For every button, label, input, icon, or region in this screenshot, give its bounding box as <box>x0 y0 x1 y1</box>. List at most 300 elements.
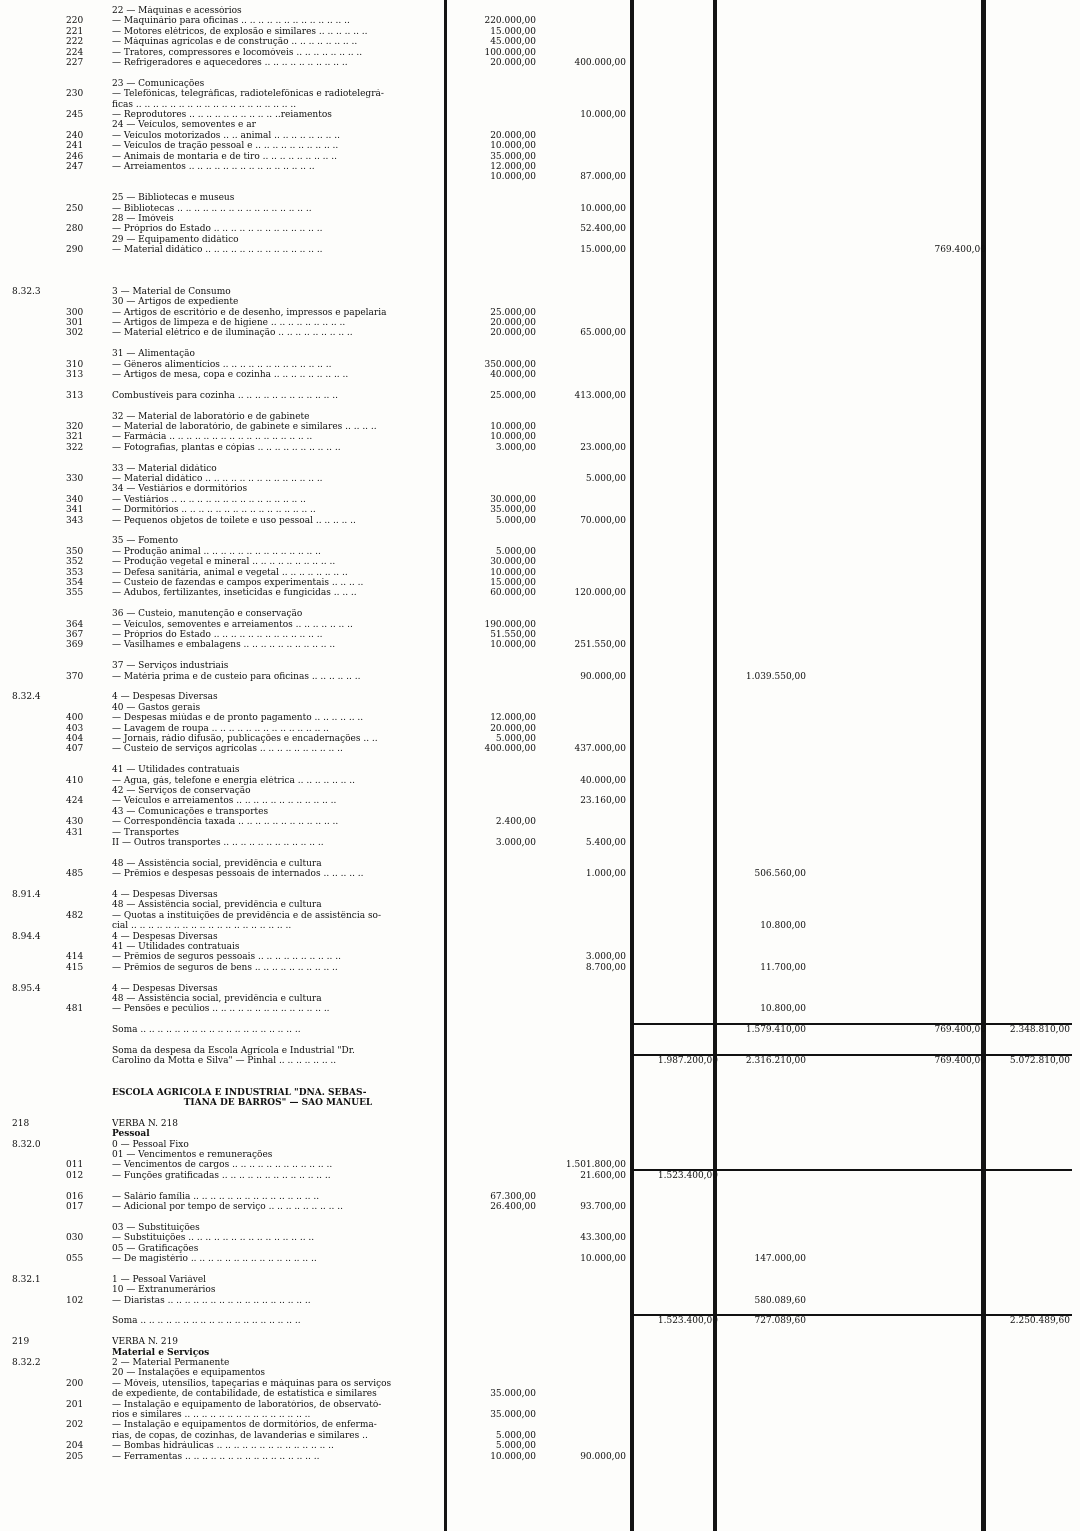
amount-col-1: 25.000,00 <box>490 390 536 401</box>
line-item-number: 224 <box>66 47 84 58</box>
line-description: 43 — Comunicações e transportes <box>112 806 269 817</box>
amount-col-1: 350.000,00 <box>484 359 536 370</box>
line-description: — Material elétrico e de iluminação .. .. .. .. .. .. .. .. .. <box>112 328 353 339</box>
line-code: 8.32.4 <box>12 692 41 703</box>
line-description: — Telefônicas, telegráficas, radiotelefônicas e radiotelegrá- <box>112 89 384 100</box>
line-code: 8.91.4 <box>12 890 41 900</box>
table-row <box>8 100 1072 110</box>
line-description: 22 — Máquinas e acessórios <box>112 6 242 16</box>
line-description: VERBA N. 218 <box>112 1118 179 1129</box>
line-code: 8.32.0 <box>12 1139 41 1150</box>
total-rule <box>632 1314 1072 1316</box>
amount-col-1: 400.000,00 <box>484 744 536 755</box>
table-row <box>8 911 1072 921</box>
amount-col-2: 43.300,00 <box>580 1233 626 1244</box>
amount-col-1: 220.000,00 <box>484 16 536 27</box>
line-item-number: 430 <box>66 817 84 828</box>
amount-col-1: 51.550,00 <box>490 630 536 640</box>
line-item-number: 245 <box>66 110 84 120</box>
amount-col-5: 769.400,00 <box>934 245 986 256</box>
line-description: — Transportes <box>112 827 179 838</box>
line-description: — Correspondência taxada .. .. .. .. .. .. .. .. .. .. .. .. <box>112 817 339 828</box>
amount-col-2: 1.501.800,00 <box>565 1160 626 1171</box>
line-description: Pessoal <box>112 1129 150 1140</box>
amount-col-1: 5.000,00 <box>495 515 536 526</box>
amount-col-5: 769.400,00 <box>934 1025 986 1036</box>
line-description: 48 — Assistência social, previdência e cultura <box>112 994 322 1004</box>
line-item-number: 300 <box>66 307 84 318</box>
line-item-number: 302 <box>66 328 84 339</box>
line-description: 24 — Veículos, semoventes e ar <box>112 120 256 131</box>
table-row <box>8 900 1072 910</box>
line-description: — Matéria prima e de custeio para oficinas .. .. .. .. .. .. <box>112 671 361 682</box>
line-item-number: 481 <box>66 1004 84 1015</box>
table-row <box>8 609 1072 619</box>
table-row <box>8 869 1072 879</box>
line-description: 35 — Fomento <box>112 536 179 547</box>
table-row <box>8 287 1072 297</box>
line-description: — Tratores, compressores e locomóveis .. .. .. .. .. .. .. .. <box>112 47 363 58</box>
line-description: — De magistério .. .. .. .. .. .. .. .. .. .. .. .. .. .. .. <box>112 1254 317 1264</box>
amount-col-2: 93.700,00 <box>580 1202 626 1212</box>
table-row <box>8 484 1072 494</box>
line-description: — Material didático .. .. .. .. .. .. .. .. .. .. .. .. .. .. <box>112 474 323 484</box>
table-row <box>8 276 1072 286</box>
amount-col-2: 87.000,00 <box>580 172 626 183</box>
amount-col-2: 10.000,00 <box>580 110 626 120</box>
table-row <box>8 1036 1072 1046</box>
line-description: rios e similares .. .. .. .. .. .. .. .. .. .. .. .. .. .. .. <box>112 1410 311 1420</box>
line-description: — Reprodutores .. .. .. .. .. .. .. .. .. .. ..reiamentos <box>112 110 332 120</box>
amount-col-4: 580.089,60 <box>754 1295 806 1306</box>
line-item-number: 290 <box>66 245 84 256</box>
line-item-number: 321 <box>66 432 84 443</box>
amount-col-2: 437.000,00 <box>574 744 626 755</box>
table-row <box>8 963 1072 973</box>
table-row <box>8 183 1072 193</box>
amount-col-2: 90.000,00 <box>580 1451 626 1462</box>
amount-col-2: 5.000,00 <box>585 474 626 484</box>
table-row <box>8 755 1072 765</box>
line-item-number: 341 <box>66 505 84 516</box>
amount-col-4: 10.800,00 <box>760 1004 806 1015</box>
table-row <box>8 880 1072 890</box>
line-description: 41 — Utilidades contratuais <box>112 765 240 776</box>
amount-col-1: 20.000,00 <box>490 58 536 68</box>
table-row <box>8 1431 1072 1441</box>
line-description: — Despesas miúdas e de pronto pagamento .. .. .. .. .. .. <box>112 713 364 724</box>
line-description: 0 — Pessoal Fixo <box>112 1139 189 1150</box>
line-description: — Diaristas .. .. .. .. .. .. .. .. .. .. .. .. .. .. .. .. .. <box>112 1295 311 1306</box>
line-description: 30 — Artigos de expediente <box>112 297 239 308</box>
table-row <box>8 443 1072 453</box>
line-description: 2 — Material Permanente <box>112 1358 230 1368</box>
table-row <box>8 328 1072 338</box>
table-row <box>8 79 1072 89</box>
line-item-number: 310 <box>66 359 84 370</box>
amount-col-2: 65.000,00 <box>580 328 626 339</box>
table-row <box>8 817 1072 827</box>
amount-col-2: 10.000,00 <box>580 203 626 214</box>
table-row <box>8 1358 1072 1368</box>
amount-col-1: 190.000,00 <box>484 619 536 630</box>
line-description: Soma da despesa da Escola Agrícola e Industrial "Dr. <box>112 1046 355 1056</box>
table-row <box>8 932 1072 942</box>
table-row <box>8 162 1072 172</box>
table-row <box>8 391 1072 401</box>
amount-col-4: 11.700,00 <box>760 962 806 973</box>
table-row <box>8 58 1072 68</box>
table-row <box>8 266 1072 276</box>
table-row <box>8 110 1072 120</box>
amount-col-1: 3.000,00 <box>495 442 536 453</box>
line-item-number: 241 <box>66 141 84 152</box>
table-row <box>8 141 1072 151</box>
line-description: — Produção animal .. .. .. .. .. .. .. .. .. .. .. .. .. .. <box>112 546 321 557</box>
amount-col-1: 20.000,00 <box>490 130 536 141</box>
table-row <box>8 578 1072 588</box>
table-row <box>8 1004 1072 1014</box>
line-item-number: 322 <box>66 442 84 453</box>
line-description: de expediente, de contabilidade, de estatística e similares <box>112 1389 377 1400</box>
table-row <box>8 370 1072 380</box>
line-description: 4 — Despesas Diversas <box>112 983 218 994</box>
table-row <box>8 505 1072 515</box>
line-description: 28 — Imóveis <box>112 214 174 224</box>
line-item-number: 369 <box>66 640 84 651</box>
line-code: 8.94.4 <box>12 931 41 942</box>
line-description: — Refrigeradores e aquecedores .. .. .. .. .. .. .. .. .. .. <box>112 58 348 68</box>
table-row <box>8 235 1072 245</box>
line-item-number: 230 <box>66 89 84 100</box>
table-row <box>8 724 1072 734</box>
line-description: — Animais de montaria e de tiro .. .. .. .. .. .. .. .. .. <box>112 151 337 162</box>
amount-col-2: 400.000,00 <box>574 58 626 68</box>
line-description: — Farmácia .. .. .. .. .. .. .. .. .. .. .. .. .. .. .. .. .. <box>112 432 313 443</box>
amount-col-1: 10.000,00 <box>490 172 536 183</box>
table-row <box>8 1327 1072 1337</box>
total-rule <box>632 1054 1072 1056</box>
table-row <box>8 16 1072 26</box>
table-row <box>8 152 1072 162</box>
amount-col-1: 35.000,00 <box>490 151 536 162</box>
line-description: — Água, gás, telefone e energia elétrica .. .. .. .. .. .. .. <box>112 775 355 786</box>
amount-col-6: 2.348.810,00 <box>1009 1025 1070 1036</box>
table-row <box>8 672 1072 682</box>
line-description: 25 — Bibliotecas e museus <box>112 193 235 204</box>
table-row <box>8 547 1072 557</box>
amount-col-1: 5.000,00 <box>495 1430 536 1441</box>
line-description: — Veículos motorizados .. .. animal .. .. .. .. .. .. .. .. <box>112 130 340 141</box>
table-row <box>8 1348 1072 1358</box>
amount-col-2: 251.550,00 <box>574 640 626 651</box>
amount-col-1: 5.000,00 <box>495 546 536 557</box>
line-description: 29 — Equipamento didático <box>112 234 239 245</box>
table-row <box>8 848 1072 858</box>
table-row <box>8 984 1072 994</box>
table-row <box>8 734 1072 744</box>
table-row <box>8 1140 1072 1150</box>
line-description: 4 — Despesas Diversas <box>112 890 218 900</box>
line-description: 31 — Alimentação <box>112 349 195 360</box>
line-description: ficas .. .. .. .. .. .. .. .. .. .. .. .. .. .. .. .. .. .. .. <box>112 99 297 110</box>
table-row <box>8 692 1072 702</box>
amount-col-2: 1.000,00 <box>585 869 626 880</box>
line-item-number: 055 <box>66 1254 84 1264</box>
table-row <box>8 453 1072 463</box>
line-item-number: 011 <box>66 1160 84 1171</box>
table-row <box>8 1275 1072 1285</box>
table-row <box>8 1296 1072 1306</box>
line-item-number: 313 <box>66 390 84 401</box>
table-row <box>8 380 1072 390</box>
line-description: — Prêmios e despesas pessoais de internados .. .. .. .. .. <box>112 869 364 880</box>
line-description: 05 — Gratificações <box>112 1243 199 1254</box>
line-description: 37 — Serviços industriais <box>112 661 229 672</box>
table-row <box>8 1056 1072 1066</box>
amount-col-1: 12.000,00 <box>490 162 536 172</box>
table-row <box>8 401 1072 411</box>
line-description: 48 — Assistência social, previdência e cultura <box>112 900 322 911</box>
line-description: — Quotas a instituições de previdência e de assistência so- <box>112 910 382 921</box>
table-row <box>8 27 1072 37</box>
line-description: 41 — Utilidades contratuais <box>112 942 240 952</box>
line-description: — Máquinas agrícolas e de construção .. .. .. .. .. .. .. .. <box>112 37 358 48</box>
line-item-number: 354 <box>66 578 84 588</box>
line-description: 3 — Material de Consumo <box>112 286 231 297</box>
line-description: — Ferramentas .. .. .. .. .. .. .. .. .. .. .. .. .. .. .. .. <box>112 1451 320 1462</box>
amount-col-1: 40.000,00 <box>490 370 536 380</box>
table-row <box>8 1441 1072 1451</box>
line-description: — Motores elétricos, de explosão e similares .. .. .. .. .. .. <box>112 26 368 37</box>
amount-col-5: 769.400,00 <box>934 1056 986 1067</box>
line-description: — Prêmios de seguros de bens .. .. .. .. .. .. .. .. .. .. <box>112 962 338 973</box>
amount-col-1: 26.400,00 <box>490 1202 536 1212</box>
amount-col-4: 1.039.550,00 <box>745 671 806 682</box>
line-item-number: 012 <box>66 1170 84 1181</box>
table-row <box>8 1077 1072 1087</box>
table-row <box>8 713 1072 723</box>
line-description: — Material de laboratório, de gabinete e similares .. .. .. .. <box>112 422 377 432</box>
line-item-number: 227 <box>66 58 84 68</box>
line-description: VERBA N. 219 <box>112 1337 179 1348</box>
line-description: — Móveis, utensílios, tapeçarias e máquinas para os serviços <box>112 1378 392 1389</box>
amount-col-1: 10.000,00 <box>490 640 536 651</box>
line-description: — Custeio de fazendas e campos experimentais .. .. .. .. <box>112 578 364 588</box>
amount-col-4: 727.089,60 <box>754 1316 806 1327</box>
table-row <box>8 1119 1072 1129</box>
amount-col-1: 25.000,00 <box>490 307 536 318</box>
line-item-number: 220 <box>66 16 84 27</box>
line-item-number: 482 <box>66 910 84 921</box>
table-row <box>8 952 1072 962</box>
line-item-number: 414 <box>66 952 84 963</box>
amount-col-2: 23.160,00 <box>580 796 626 807</box>
line-description: 48 — Assistência social, previdência e cultura <box>112 858 322 869</box>
table-row <box>8 1233 1072 1243</box>
line-description: — Adubos, fertilizantes, inseticidas e fungicidas .. .. .. <box>112 588 357 599</box>
table-row <box>8 224 1072 234</box>
line-description: — Próprios do Estado .. .. .. .. .. .. .. .. .. .. .. .. .. <box>112 224 323 235</box>
total-rule <box>632 1023 1072 1025</box>
table-row <box>8 838 1072 848</box>
line-item-number: 370 <box>66 671 84 682</box>
table-row <box>8 1108 1072 1118</box>
line-code: 8.95.4 <box>12 983 41 994</box>
amount-col-1: 30.000,00 <box>490 557 536 568</box>
line-description: Soma .. .. .. .. .. .. .. .. .. .. .. .. .. .. .. .. .. .. .. <box>112 1025 301 1036</box>
amount-col-2: 15.000,00 <box>580 245 626 256</box>
amount-col-4: 2.316.210,00 <box>745 1056 806 1067</box>
table-row <box>8 942 1072 952</box>
amount-col-2: 120.000,00 <box>574 588 626 599</box>
table-row <box>8 588 1072 598</box>
table-row <box>8 536 1072 546</box>
line-description: — Pequenos objetos de toilete e uso pessoal .. .. .. .. .. <box>112 515 356 526</box>
amount-col-6: 2.250.489,60 <box>1009 1316 1070 1327</box>
line-item-number: 200 <box>66 1378 84 1389</box>
line-description: — Veículos, semoventes e arreiamentos .. .. .. .. .. .. .. <box>112 619 353 630</box>
amount-col-1: 12.000,00 <box>490 713 536 724</box>
line-item-number: 367 <box>66 630 84 640</box>
line-description: — Vestiários .. .. .. .. .. .. .. .. .. .. .. .. .. .. .. .. <box>112 494 306 505</box>
line-item-number: 404 <box>66 734 84 744</box>
line-item-number: 301 <box>66 318 84 328</box>
line-item-number: 102 <box>66 1295 84 1306</box>
amount-col-1: 5.000,00 <box>495 1441 536 1452</box>
amount-col-1: 10.000,00 <box>490 432 536 443</box>
line-item-number: 222 <box>66 37 84 48</box>
table-row <box>8 651 1072 661</box>
line-item-number: 407 <box>66 744 84 755</box>
line-description: — Substituições .. .. .. .. .. .. .. .. .. .. .. .. .. .. .. <box>112 1233 315 1244</box>
table-row <box>8 1264 1072 1274</box>
line-description: — Pensões e pecúlios .. .. .. .. .. .. .. .. .. .. .. .. .. .. <box>112 1004 330 1015</box>
line-item-number: 240 <box>66 130 84 141</box>
line-code: 219 <box>12 1337 30 1348</box>
line-item-number: 340 <box>66 494 84 505</box>
line-description: — Vencimentos de cargos .. .. .. .. .. .. .. .. .. .. .. .. <box>112 1160 333 1171</box>
line-item-number: 202 <box>66 1420 84 1431</box>
amount-col-2: 21.600,00 <box>580 1170 626 1181</box>
line-item-number: 355 <box>66 588 84 599</box>
line-description: 32 — Material de laboratório e de gabinete <box>112 411 310 422</box>
table-row <box>8 890 1072 900</box>
line-description: — Instalação e equipamento de laboratórios, de observató- <box>112 1399 382 1410</box>
amount-col-1: 15.000,00 <box>490 26 536 37</box>
table-row <box>8 1254 1072 1264</box>
table-row <box>8 204 1072 214</box>
table-row <box>8 120 1072 130</box>
line-description: 10 — Extranumerários <box>112 1285 216 1296</box>
amount-col-4: 506.560,00 <box>754 869 806 880</box>
line-description: — Artigos de limpeza e de higiene .. .. .. .. .. .. .. .. .. <box>112 318 346 328</box>
table-row <box>8 37 1072 47</box>
line-item-number: 343 <box>66 515 84 526</box>
amount-col-2: 3.000,00 <box>585 952 626 963</box>
line-description: Soma .. .. .. .. .. .. .. .. .. .. .. .. .. .. .. .. .. .. .. <box>112 1316 301 1327</box>
line-description: — Salário família .. .. .. .. .. .. .. .. .. .. .. .. .. .. .. <box>112 1191 320 1202</box>
table-row <box>8 339 1072 349</box>
table-row <box>8 422 1072 432</box>
line-description: 4 — Despesas Diversas <box>112 931 218 942</box>
line-item-number: 352 <box>66 557 84 568</box>
table-row <box>8 131 1072 141</box>
line-item-number: 485 <box>66 869 84 880</box>
line-description: 4 — Despesas Diversas <box>112 692 218 703</box>
table-row <box>8 807 1072 817</box>
line-item-number: 016 <box>66 1191 84 1202</box>
table-row <box>8 1171 1072 1181</box>
amount-col-2: 413.000,00 <box>574 390 626 401</box>
amount-col-1: 35.000,00 <box>490 505 536 516</box>
line-description: cial .. .. .. .. .. .. .. .. .. .. .. .. .. .. .. .. .. .. .. <box>112 921 292 932</box>
line-item-number: 221 <box>66 26 84 37</box>
amount-col-3: 1.523.400,00 <box>657 1316 718 1327</box>
line-description: — Lavagem de roupa .. .. .. .. .. .. .. .. .. .. .. .. .. .. <box>112 723 329 734</box>
line-item-number: 330 <box>66 474 84 484</box>
table-row <box>8 703 1072 713</box>
line-item-number: 353 <box>66 567 84 578</box>
line-description: Combustíveis para cozinha .. .. .. .. .. .. .. .. .. .. .. .. <box>112 390 338 401</box>
amount-col-1: 3.000,00 <box>495 838 536 848</box>
amount-col-2: 8.700,00 <box>585 962 626 973</box>
line-item-number: 415 <box>66 962 84 973</box>
line-description: — Gêneros alimentícios .. .. .. .. .. .. .. .. .. .. .. .. .. <box>112 359 332 370</box>
table-row <box>8 516 1072 526</box>
line-item-number: 250 <box>66 203 84 214</box>
table-row <box>8 1212 1072 1222</box>
line-item-number: 400 <box>66 713 84 724</box>
line-item-number: 246 <box>66 151 84 162</box>
table-row <box>8 1285 1072 1295</box>
table-row <box>8 1223 1072 1233</box>
line-code: 8.32.2 <box>12 1358 41 1368</box>
line-description: 34 — Vestiários e dormitórios <box>112 484 248 495</box>
table-row <box>8 1244 1072 1254</box>
line-item-number: 350 <box>66 546 84 557</box>
line-item-number: 424 <box>66 796 84 807</box>
line-item-number: 364 <box>66 619 84 630</box>
table-row <box>8 495 1072 505</box>
amount-col-1: 5.000,00 <box>495 734 536 744</box>
table-row <box>8 994 1072 1004</box>
line-description: — Próprios do Estado .. .. .. .. .. .. .. .. .. .. .. .. .. <box>112 630 323 640</box>
line-description: — Produção vegetal e mineral .. .. .. .. .. .. .. .. .. .. <box>112 557 336 568</box>
table-row <box>8 568 1072 578</box>
line-item-number: 410 <box>66 775 84 786</box>
amount-col-1: 20.000,00 <box>490 723 536 734</box>
line-description: — Defesa sanitária, animal e vegetal .. .. .. .. .. .. .. .. <box>112 567 348 578</box>
line-description: 36 — Custeio, manutenção e conservação <box>112 609 303 620</box>
line-description: — Adicional por tempo de serviço .. .. .. .. .. .. .. .. .. <box>112 1202 343 1212</box>
table-row <box>8 744 1072 754</box>
line-description: — Veículos de tração pessoal e .. .. .. .. .. .. .. .. .. .. <box>112 141 339 152</box>
line-item-number: 247 <box>66 162 84 172</box>
line-description: — Custeio de serviços agrícolas .. .. .. .. .. .. .. .. .. .. <box>112 744 343 755</box>
table-row <box>8 1202 1072 1212</box>
line-description: 01 — Vencimentos e remunerações <box>112 1150 273 1160</box>
table-row <box>8 297 1072 307</box>
line-item-number: 205 <box>66 1451 84 1462</box>
table-row <box>8 1368 1072 1378</box>
amount-col-1: 10.000,00 <box>490 567 536 578</box>
line-item-number: 017 <box>66 1202 84 1212</box>
line-description: rias, de copas, de cozinhas, de lavanderias e similares .. <box>112 1430 368 1441</box>
amount-col-1: 100.000,00 <box>484 47 536 58</box>
line-description: — Funções gratificadas .. .. .. .. .. .. .. .. .. .. .. .. .. <box>112 1170 331 1181</box>
table-row <box>8 172 1072 182</box>
